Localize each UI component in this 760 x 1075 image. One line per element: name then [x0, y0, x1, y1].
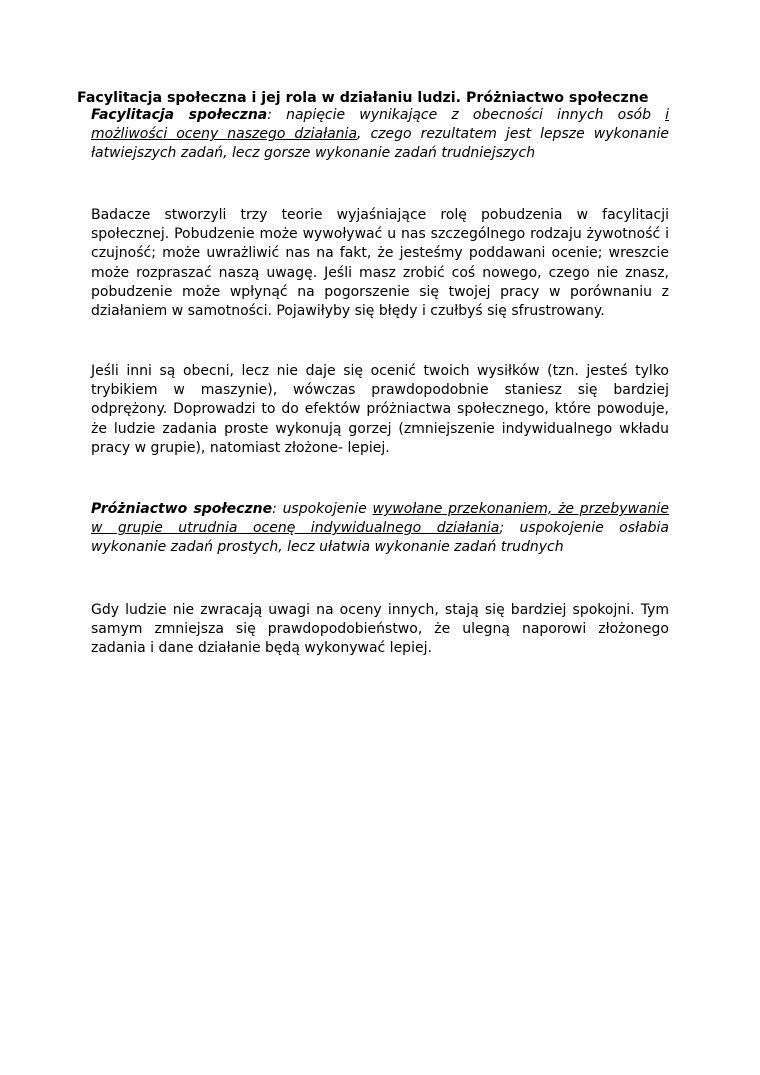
definition-social-loafing: [91, 500, 669, 558]
definition-term: Próżniactwo społeczne: [91, 501, 273, 517]
definition-underlined-text: i możliwości oceny naszego działania: [91, 107, 669, 143]
paragraph-arousal-theories: Badacze stworzyli trzy teorie wyjaśniające rolę pobudzenia w facylitacji społecznej. Pobudzenie może wywoływać u nas szczególnego rodzaju żywotność i czujność; może uwrażliwić nas na fakt, że jesteśmy poddawani ocenie; wreszcie może rozpraszać naszą uwagę. Jeśli masz zrobić coś nowego, czego nie znasz, pobudzenie może wpłynąć na pogorszenie się twojej pracy w porównaniu z działaniem w samotności. Pojawiłyby się błędy i czułbyś się sfrustrowany.: [91, 207, 669, 320]
definition-underlined-text: wywołane przekonaniem, że przebywanie w grupie utrudnia ocenę indywidualnego działania: [91, 501, 669, 537]
definition-facilitation: [91, 106, 669, 164]
definition-text: : napięcie wynikające z obecności innych osób: [267, 107, 666, 123]
definition-term: Facylitacja społeczna: [91, 107, 268, 123]
document-title: Facylitacja społeczna i jej rola w działaniu ludzi. Próżniactwo społeczne: [77, 90, 649, 106]
definition-text: , czego rezultatem jest lepsze wykonanie łatwiejszych zadań, lecz gorsze wykonanie zadań trudniejszych: [91, 126, 669, 162]
definition-text: ; uspokojenie osłabia wykonanie zadań prostych, lecz ułatwia wykonanie zadań trudnych: [91, 520, 669, 556]
paragraph-social-loafing-effects: Jeśli inni są obecni, lecz nie daje się ocenić twoich wysiłków (tzn. jesteś tylko trybikiem w maszynie), wówczas prawdopodobnie staniesz się bardziej odprężony. Doprowadzi to do efektów próżniactwa społecznego, które powoduje, że ludzie zadania proste wykonują gorzej (zmniejszenie indywidualnego wkładu pracy w grupie), natomiast złożone- lepiej.: [91, 363, 669, 456]
definition-text: : uspokojenie: [272, 501, 373, 517]
paragraph-conclusion: Gdy ludzie nie zwracają uwagi na oceny innych, stają się bardziej spokojni. Tym samym zmniejsza się prawdopodobieństwo, że ulegną naporowi złożonego zadania i dane działanie będą wykonywać lepiej.: [91, 602, 669, 657]
